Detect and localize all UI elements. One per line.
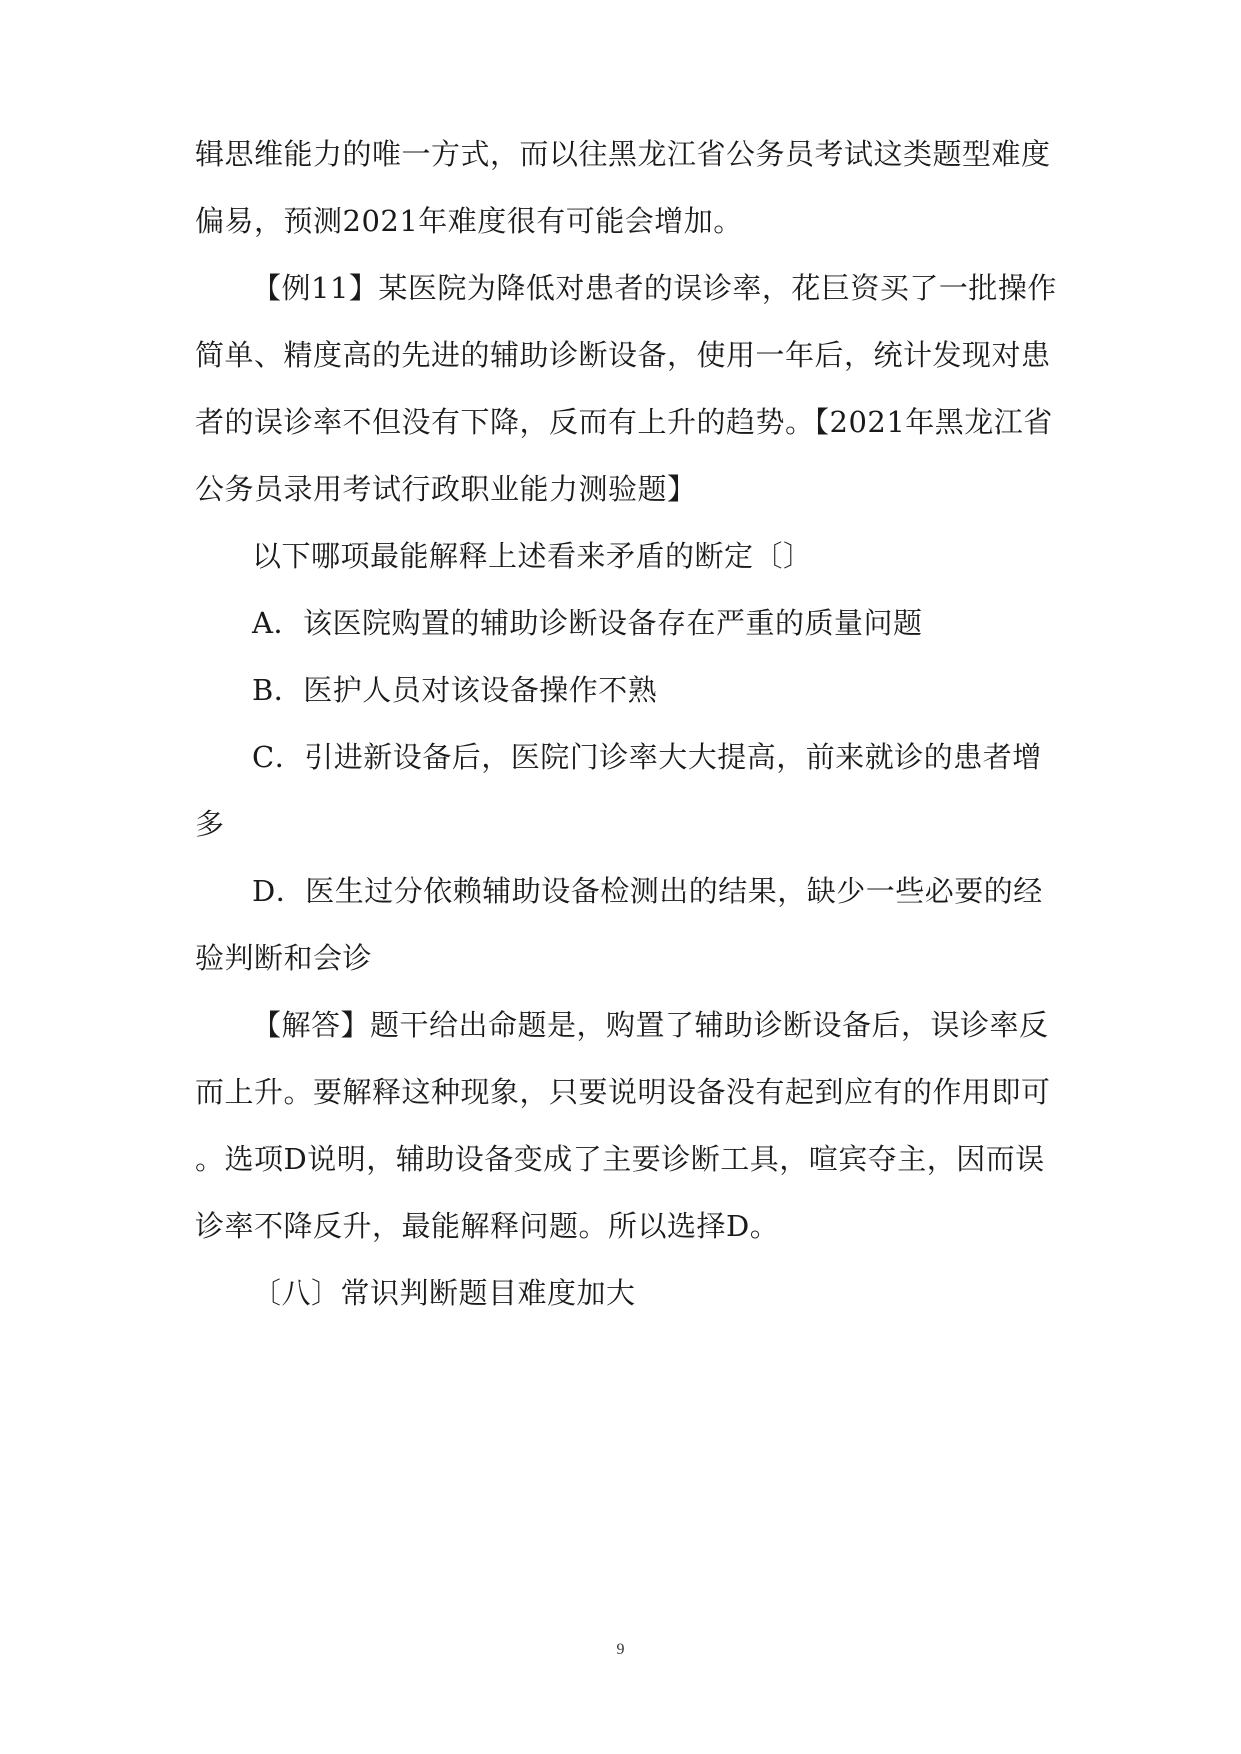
answer-heading-line: 【解答】题干给出命题是，购置了辅助诊断设备后，误诊率反 (252, 1008, 1049, 1042)
paragraph-line: 辑思维能力的唯一方式，而以往黑龙江省公务员考试这类题型难度 (195, 137, 1051, 171)
option-c-continued: 多 (195, 807, 225, 841)
page-number: 9 (616, 1641, 625, 1658)
section-heading: 〔八〕常识判断题目难度加大 (252, 1276, 636, 1310)
paragraph-line: 偏易，预测2021年难度很有可能会增加。 (195, 204, 743, 238)
example-heading-line: 【例11】某医院为降低对患者的误诊率，花巨资买了一批操作 (252, 271, 1057, 305)
option-d: D．医生过分依赖辅助设备检测出的结果，缺少一些必要的经 (252, 874, 1043, 908)
option-d-continued: 验判断和会诊 (195, 941, 373, 975)
option-c: C．引进新设备后，医院门诊率大大提高，前来就诊的患者增 (252, 740, 1042, 774)
option-b: B．医护人员对该设备操作不熟 (252, 673, 658, 707)
question-line: 以下哪项最能解释上述看来矛盾的断定〔〕 (252, 539, 813, 573)
paragraph-line: 。选项D说明，辅助设备变成了主要诊断工具，喧宾夺主，因而误 (195, 1142, 1045, 1176)
paragraph-line: 而上升。要解释这种现象，只要说明设备没有起到应有的作用即可 (195, 1075, 1051, 1109)
paragraph-line: 诊率不降反升，最能解释问题。所以选择D。 (195, 1209, 780, 1243)
paragraph-line: 者的误诊率不但没有下降，反而有上升的趋势。【2021年黑龙江省 (195, 405, 1053, 439)
paragraph-line: 简单、精度高的先进的辅助诊断设备，使用一年后，统计发现对患 (195, 338, 1051, 372)
option-a: A．该医院购置的辅助诊断设备存在严重的质量问题 (252, 606, 923, 640)
paragraph-line: 公务员录用考试行政职业能力测验题】 (195, 472, 697, 506)
